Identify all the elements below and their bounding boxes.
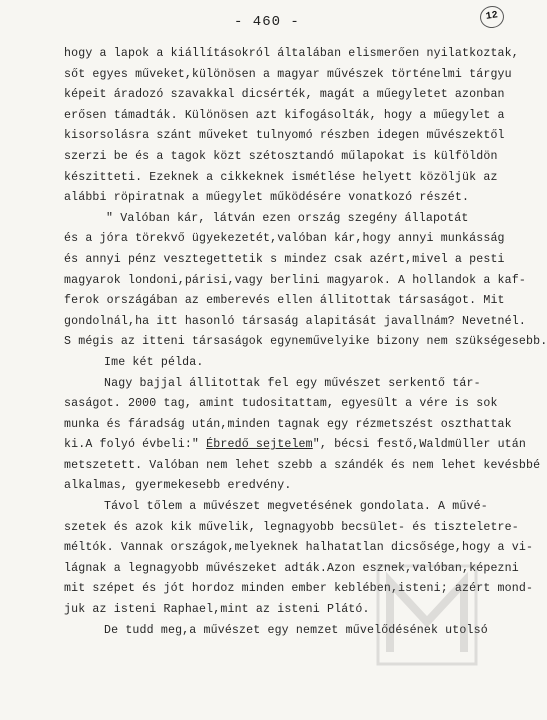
watermark-logo-icon xyxy=(372,560,482,670)
text-line: metszetett. Valóban nem lehet szebb a szándék és nem lehet kevésbbé xyxy=(64,458,541,472)
text-line: lágnak a legnagyobb művészeket adták.Azon esznek,valóban,képezni xyxy=(64,561,519,575)
text-line: mit szépet és jót hordoz minden ember keblében,isteni; azért mond- xyxy=(64,582,534,596)
page-number: - 460 - xyxy=(234,14,300,30)
text-line: és a jóra törekvő ügyekezetét,valóban kár,hogy annyi munkásság xyxy=(64,232,505,246)
text-line: Ime két példa. xyxy=(104,355,204,369)
text-line: kisorsolásra szánt műveket tulnyomó részben idegen művészektől xyxy=(64,129,505,143)
corner-mark: 12 xyxy=(479,4,506,29)
underlined-title: Ébredő sejtelem xyxy=(206,438,313,452)
text-line: gondolnál,ha itt hasonló társaság alapitását javallnám? Nevetnél. xyxy=(64,314,526,328)
text-line: Nagy bajjal állitottak fel egy művészet serkentő tár- xyxy=(104,376,481,390)
text-line: saságot. 2000 tag, amint tudositattam, egyesült a vére is sok xyxy=(64,397,498,411)
text-line: " Valóban kár, látván ezen ország szegény állapotát xyxy=(106,211,469,225)
text-line: készitteti. Ezeknek a cikkeknek ismétlése helyett közöljük az xyxy=(64,170,498,184)
text-line: méltók. Vannak országok,melyeknek halhatatlan dicsősége,hogy a vi- xyxy=(64,541,534,555)
text-line: ki.A folyó évbeli:" Ébredő sejtelem", bécsi festő,Waldmüller után xyxy=(64,438,527,452)
text-line: S mégis az itteni társaságok egyneművelyike bizony nem szükségesebb. xyxy=(64,335,547,349)
body-text xyxy=(64,44,547,641)
text-line: képeit áradozó szavakkal dicsérték, magát a műegyletet azonban xyxy=(64,88,505,102)
text-line: hogy a lapok a kiállításokról általában elismerően nyilatkoztak, xyxy=(64,47,519,60)
text-line: magyarok londoni,párisi,vagy berlini magyarok. A hollandok a kaf- xyxy=(64,273,526,287)
text-line: és annyi pénz vesztegettetik s mindez csak azért,mivel a pesti xyxy=(64,252,505,266)
text-line: ferok országában az emberevés ellen állitottak társaságot. Mit xyxy=(64,294,505,308)
text-line: Távol tőlem a művészet megvetésének gondolata. A művé- xyxy=(104,500,488,514)
text-line: munka és fáradság után,minden tagnak egy rézmetszést oszthattak xyxy=(64,417,512,431)
text-line: sőt egyes műveket,különösen a magyar művészek történelmi tárgyu xyxy=(64,67,512,81)
text-line: erősen támadták. Különösen azt kifogásolták, hogy a műegylet a xyxy=(64,108,505,122)
text-line: alkalmas, gyermekesebb eredvény. xyxy=(64,479,292,493)
text-line: De tudd meg,a művészet egy nemzet művelődésének utolsó xyxy=(104,623,488,637)
text-line: szetek és azok kik művelik, legnagyobb becsület- és tiszteletre- xyxy=(64,520,519,534)
text-line: alábbi röpiratnak a műegylet működésére vonatkozó részét. xyxy=(64,191,470,205)
text-line: juk az isteni Raphael,mint az isteni Plátó. xyxy=(64,603,370,617)
text-line: szerzi be és a tagok közt szétosztandó műlapokat is külföldön xyxy=(64,149,498,163)
